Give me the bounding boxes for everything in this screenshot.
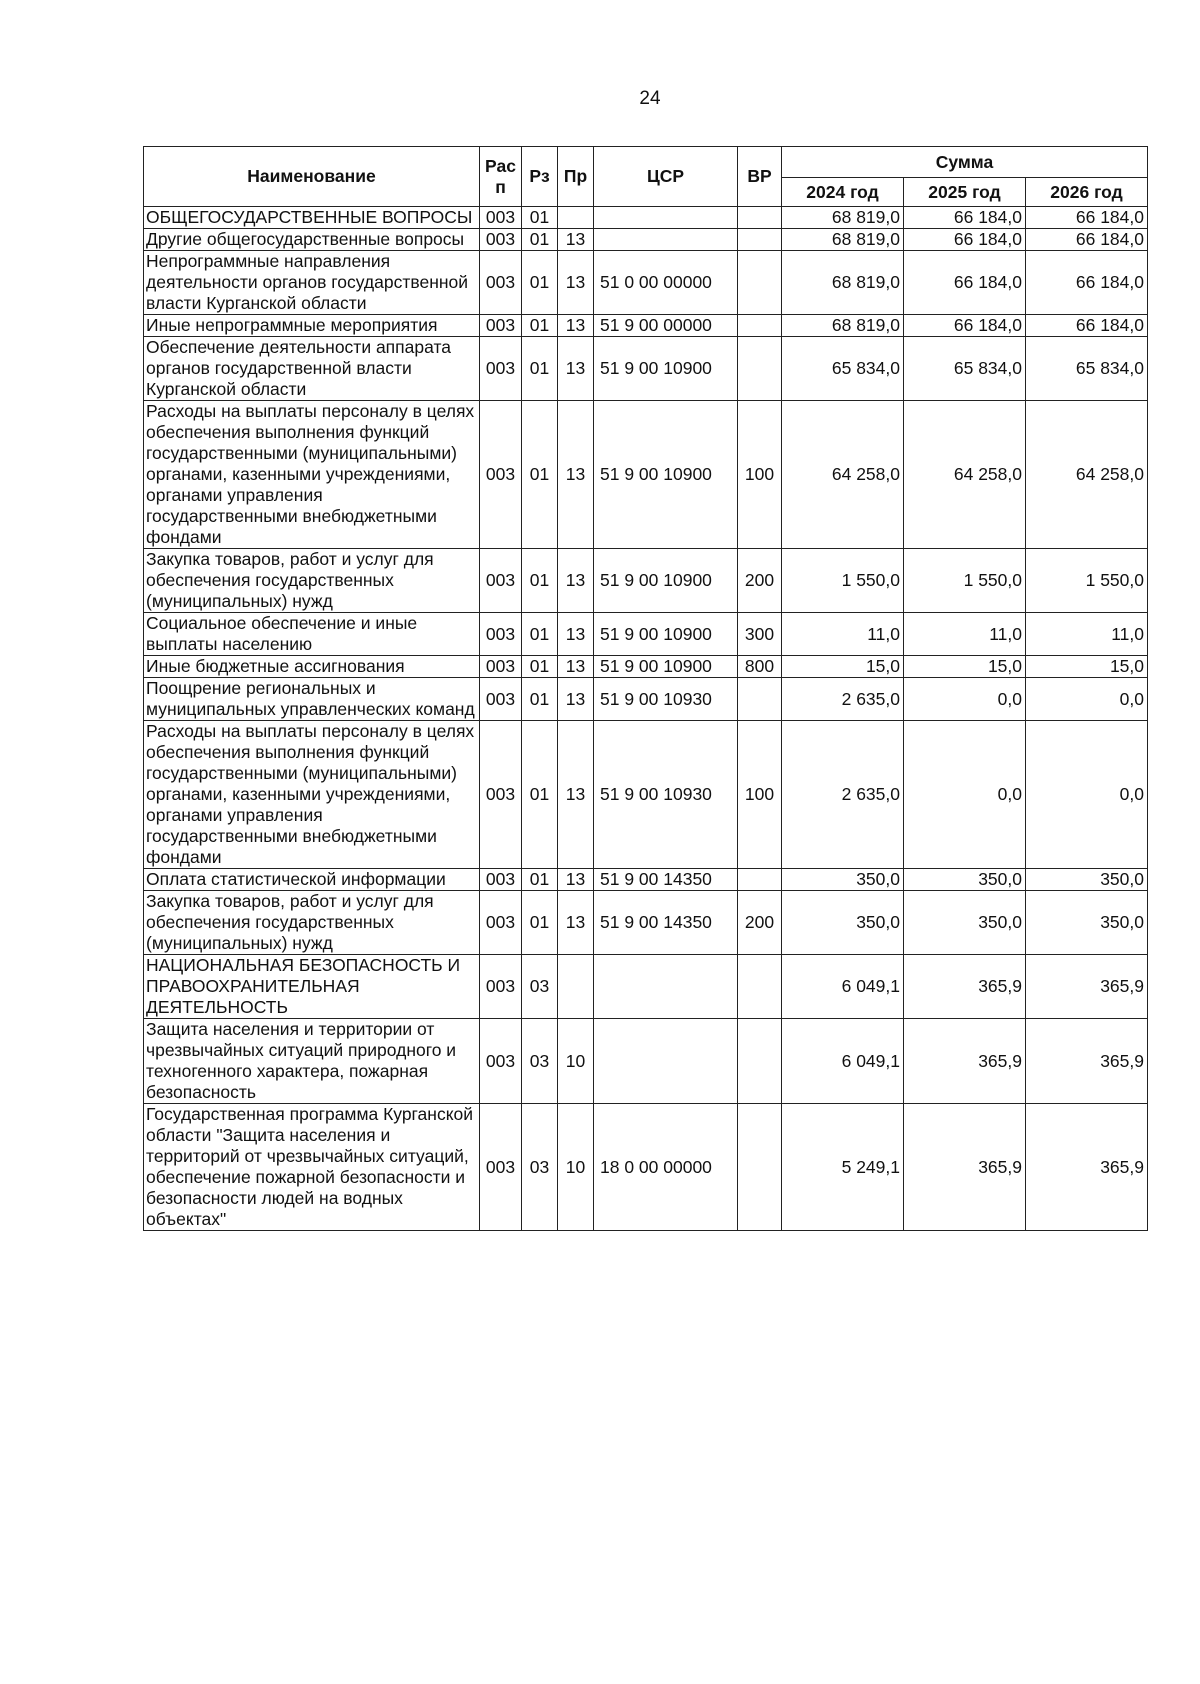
cell-name: Поощрение региональных и муниципальных управленческих команд bbox=[144, 678, 480, 721]
cell-pr: 13 bbox=[558, 721, 594, 869]
cell-rasp: 003 bbox=[480, 678, 522, 721]
cell-vr bbox=[738, 1104, 782, 1231]
cell-csr: 51 9 00 10930 bbox=[594, 721, 738, 869]
cell-vr: 200 bbox=[738, 891, 782, 955]
table-row bbox=[144, 1019, 1148, 1104]
cell-name: Закупка товаров, работ и услуг для обеспечения государственных (муниципальных) нужд bbox=[144, 891, 480, 955]
cell-csr: 51 9 00 10900 bbox=[594, 401, 738, 549]
cell-rasp: 003 bbox=[480, 337, 522, 401]
table-row bbox=[144, 401, 1148, 549]
cell-rasp: 003 bbox=[480, 207, 522, 229]
header-csr: ЦСР bbox=[594, 147, 738, 207]
cell-rasp: 003 bbox=[480, 401, 522, 549]
cell-csr: 51 9 00 14350 bbox=[594, 891, 738, 955]
cell-rasp: 003 bbox=[480, 613, 522, 656]
cell-pr: 13 bbox=[558, 678, 594, 721]
cell-2025: 0,0 bbox=[904, 721, 1026, 869]
cell-pr: 13 bbox=[558, 549, 594, 613]
cell-rasp: 003 bbox=[480, 891, 522, 955]
cell-name: Расходы на выплаты персоналу в целях обеспечения выполнения функций государственными (муниципальными) органами, казенными учреждениями, органами управления государственными внебюджетными фондами bbox=[144, 401, 480, 549]
cell-csr: 18 0 00 00000 bbox=[594, 1104, 738, 1231]
cell-2026: 365,9 bbox=[1026, 955, 1148, 1019]
cell-2024: 65 834,0 bbox=[782, 337, 904, 401]
cell-2024: 68 819,0 bbox=[782, 315, 904, 337]
cell-name: Расходы на выплаты персоналу в целях обеспечения выполнения функций государственными (муниципальными) органами, казенными учреждениями, органами управления государственными внебюджетными фондами bbox=[144, 721, 480, 869]
header-rasp: Рас п bbox=[480, 147, 522, 207]
cell-2024: 350,0 bbox=[782, 891, 904, 955]
cell-rasp: 003 bbox=[480, 1019, 522, 1104]
cell-2025: 365,9 bbox=[904, 955, 1026, 1019]
cell-name: Иные бюджетные ассигнования bbox=[144, 656, 480, 678]
cell-2026: 15,0 bbox=[1026, 656, 1148, 678]
cell-2026: 0,0 bbox=[1026, 721, 1148, 869]
cell-csr: 51 9 00 10900 bbox=[594, 337, 738, 401]
table-row bbox=[144, 869, 1148, 891]
cell-csr bbox=[594, 229, 738, 251]
cell-2026: 350,0 bbox=[1026, 891, 1148, 955]
cell-vr bbox=[738, 1019, 782, 1104]
header-name: Наименование bbox=[144, 147, 480, 207]
table-row bbox=[144, 613, 1148, 656]
cell-rasp: 003 bbox=[480, 549, 522, 613]
cell-2024: 68 819,0 bbox=[782, 251, 904, 315]
cell-rz: 01 bbox=[522, 251, 558, 315]
cell-vr bbox=[738, 251, 782, 315]
cell-pr: 13 bbox=[558, 891, 594, 955]
cell-vr: 800 bbox=[738, 656, 782, 678]
cell-2025: 0,0 bbox=[904, 678, 1026, 721]
cell-pr: 13 bbox=[558, 251, 594, 315]
table-row bbox=[144, 656, 1148, 678]
cell-2025: 66 184,0 bbox=[904, 315, 1026, 337]
cell-rasp: 003 bbox=[480, 955, 522, 1019]
cell-2026: 365,9 bbox=[1026, 1019, 1148, 1104]
table-row bbox=[144, 1104, 1148, 1231]
cell-csr: 51 9 00 10900 bbox=[594, 549, 738, 613]
table-row bbox=[144, 549, 1148, 613]
cell-2025: 350,0 bbox=[904, 869, 1026, 891]
cell-2026: 66 184,0 bbox=[1026, 207, 1148, 229]
cell-name: Социальное обеспечение и иные выплаты населению bbox=[144, 613, 480, 656]
cell-csr: 51 0 00 00000 bbox=[594, 251, 738, 315]
cell-rz: 03 bbox=[522, 955, 558, 1019]
cell-rasp: 003 bbox=[480, 656, 522, 678]
cell-vr: 100 bbox=[738, 401, 782, 549]
cell-2025: 66 184,0 bbox=[904, 251, 1026, 315]
cell-pr: 13 bbox=[558, 337, 594, 401]
cell-pr: 13 bbox=[558, 315, 594, 337]
cell-vr: 100 bbox=[738, 721, 782, 869]
header-year-2025: 2025 год bbox=[904, 178, 1026, 207]
cell-rz: 01 bbox=[522, 549, 558, 613]
cell-rasp: 003 bbox=[480, 315, 522, 337]
cell-pr: 13 bbox=[558, 613, 594, 656]
cell-vr bbox=[738, 955, 782, 1019]
cell-name: Государственная программа Курганской области "Защита населения и территорий от чрезвычайных ситуаций, обеспечение пожарной безопасности и безопасности людей на водных объектах" bbox=[144, 1104, 480, 1231]
cell-rasp: 003 bbox=[480, 251, 522, 315]
cell-2026: 66 184,0 bbox=[1026, 229, 1148, 251]
table-row bbox=[144, 315, 1148, 337]
cell-pr: 10 bbox=[558, 1019, 594, 1104]
cell-rz: 01 bbox=[522, 401, 558, 549]
cell-2024: 11,0 bbox=[782, 613, 904, 656]
cell-csr bbox=[594, 207, 738, 229]
header-year-2024: 2024 год bbox=[782, 178, 904, 207]
cell-2026: 66 184,0 bbox=[1026, 315, 1148, 337]
cell-vr bbox=[738, 229, 782, 251]
cell-pr: 13 bbox=[558, 656, 594, 678]
cell-rz: 01 bbox=[522, 337, 558, 401]
cell-2025: 350,0 bbox=[904, 891, 1026, 955]
cell-2026: 0,0 bbox=[1026, 678, 1148, 721]
cell-2024: 68 819,0 bbox=[782, 229, 904, 251]
cell-rz: 01 bbox=[522, 207, 558, 229]
cell-rz: 01 bbox=[522, 721, 558, 869]
cell-rz: 03 bbox=[522, 1104, 558, 1231]
header-vr: ВР bbox=[738, 147, 782, 207]
cell-2026: 350,0 bbox=[1026, 869, 1148, 891]
cell-2025: 365,9 bbox=[904, 1019, 1026, 1104]
cell-rasp: 003 bbox=[480, 229, 522, 251]
header-pr: Пр bbox=[558, 147, 594, 207]
cell-pr bbox=[558, 207, 594, 229]
cell-pr bbox=[558, 955, 594, 1019]
table-row bbox=[144, 207, 1148, 229]
cell-rz: 01 bbox=[522, 869, 558, 891]
cell-vr bbox=[738, 678, 782, 721]
cell-rasp: 003 bbox=[480, 1104, 522, 1231]
table-row bbox=[144, 251, 1148, 315]
cell-2024: 2 635,0 bbox=[782, 721, 904, 869]
cell-2024: 6 049,1 bbox=[782, 1019, 904, 1104]
cell-2024: 5 249,1 bbox=[782, 1104, 904, 1231]
cell-rz: 01 bbox=[522, 656, 558, 678]
cell-vr bbox=[738, 337, 782, 401]
cell-pr: 13 bbox=[558, 229, 594, 251]
cell-name: НАЦИОНАЛЬНАЯ БЕЗОПАСНОСТЬ И ПРАВООХРАНИТЕЛЬНАЯ ДЕЯТЕЛЬНОСТЬ bbox=[144, 955, 480, 1019]
table-row bbox=[144, 337, 1148, 401]
cell-csr: 51 9 00 14350 bbox=[594, 869, 738, 891]
cell-csr bbox=[594, 1019, 738, 1104]
cell-pr: 13 bbox=[558, 401, 594, 549]
cell-name: Непрограммные направления деятельности органов государственной власти Курганской области bbox=[144, 251, 480, 315]
cell-name: ОБЩЕГОСУДАРСТВЕННЫЕ ВОПРОСЫ bbox=[144, 207, 480, 229]
cell-name: Закупка товаров, работ и услуг для обеспечения государственных (муниципальных) нужд bbox=[144, 549, 480, 613]
cell-csr: 51 9 00 10900 bbox=[594, 656, 738, 678]
cell-2026: 11,0 bbox=[1026, 613, 1148, 656]
cell-2025: 15,0 bbox=[904, 656, 1026, 678]
cell-2026: 64 258,0 bbox=[1026, 401, 1148, 549]
cell-csr bbox=[594, 955, 738, 1019]
cell-2026: 365,9 bbox=[1026, 1104, 1148, 1231]
table-row bbox=[144, 721, 1148, 869]
cell-vr: 200 bbox=[738, 549, 782, 613]
cell-2026: 1 550,0 bbox=[1026, 549, 1148, 613]
cell-2026: 66 184,0 bbox=[1026, 251, 1148, 315]
cell-pr: 13 bbox=[558, 869, 594, 891]
cell-2025: 64 258,0 bbox=[904, 401, 1026, 549]
cell-2024: 68 819,0 bbox=[782, 207, 904, 229]
budget-table bbox=[143, 146, 1148, 1231]
cell-2025: 1 550,0 bbox=[904, 549, 1026, 613]
cell-vr: 300 bbox=[738, 613, 782, 656]
table-row bbox=[144, 678, 1148, 721]
cell-2025: 66 184,0 bbox=[904, 229, 1026, 251]
cell-vr bbox=[738, 207, 782, 229]
header-rz: Рз bbox=[522, 147, 558, 207]
cell-name: Оплата статистической информации bbox=[144, 869, 480, 891]
table-row bbox=[144, 229, 1148, 251]
cell-name: Другие общегосударственные вопросы bbox=[144, 229, 480, 251]
table-row bbox=[144, 891, 1148, 955]
cell-2024: 15,0 bbox=[782, 656, 904, 678]
cell-2025: 65 834,0 bbox=[904, 337, 1026, 401]
cell-vr bbox=[738, 869, 782, 891]
cell-rz: 01 bbox=[522, 678, 558, 721]
header-sum: Сумма bbox=[782, 147, 1148, 178]
cell-rz: 01 bbox=[522, 613, 558, 656]
cell-csr: 51 9 00 10900 bbox=[594, 613, 738, 656]
cell-rz: 01 bbox=[522, 315, 558, 337]
cell-2025: 365,9 bbox=[904, 1104, 1026, 1231]
cell-pr: 10 bbox=[558, 1104, 594, 1231]
cell-2026: 65 834,0 bbox=[1026, 337, 1148, 401]
cell-2024: 64 258,0 bbox=[782, 401, 904, 549]
cell-rz: 01 bbox=[522, 891, 558, 955]
cell-2024: 1 550,0 bbox=[782, 549, 904, 613]
cell-2024: 6 049,1 bbox=[782, 955, 904, 1019]
table-row bbox=[144, 955, 1148, 1019]
cell-rz: 03 bbox=[522, 1019, 558, 1104]
header-year-2026: 2026 год bbox=[1026, 178, 1148, 207]
page-number: 24 bbox=[639, 88, 661, 109]
cell-name: Иные непрограммные мероприятия bbox=[144, 315, 480, 337]
cell-csr: 51 9 00 10930 bbox=[594, 678, 738, 721]
cell-2025: 11,0 bbox=[904, 613, 1026, 656]
cell-2025: 66 184,0 bbox=[904, 207, 1026, 229]
cell-name: Защита населения и территории от чрезвычайных ситуаций природного и техногенного характера, пожарная безопасность bbox=[144, 1019, 480, 1104]
cell-rz: 01 bbox=[522, 229, 558, 251]
cell-vr bbox=[738, 315, 782, 337]
cell-rasp: 003 bbox=[480, 869, 522, 891]
cell-2024: 2 635,0 bbox=[782, 678, 904, 721]
cell-rasp: 003 bbox=[480, 721, 522, 869]
cell-2024: 350,0 bbox=[782, 869, 904, 891]
cell-name: Обеспечение деятельности аппарата органов государственной власти Курганской области bbox=[144, 337, 480, 401]
cell-csr: 51 9 00 00000 bbox=[594, 315, 738, 337]
